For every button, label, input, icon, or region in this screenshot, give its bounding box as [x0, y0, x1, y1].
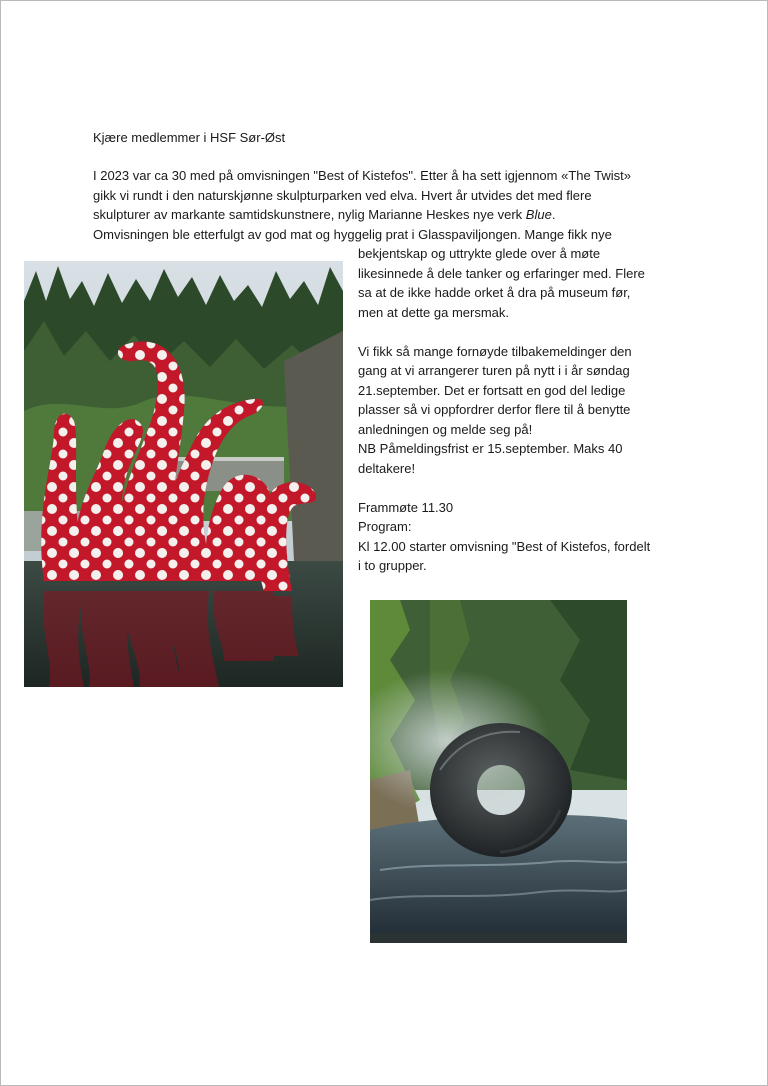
meeting-time-line: Frammøte 11.30 — [358, 499, 454, 515]
deadline-line: NB Påmeldingsfrist er 15.september. Maks 40 — [358, 441, 623, 456]
intro-paragraph — [93, 166, 683, 244]
program-line: i to grupper. — [358, 558, 427, 573]
column-line: likesinnede å dele tanker og erfaringer med. Flere — [358, 265, 645, 281]
column-line: bekjentskap og uttrykte glede over å møte — [358, 246, 601, 261]
ring-sculpture-image — [370, 600, 627, 943]
program-line: Kl 12.00 starter omvisning "Best of Kistefos, fordelt — [358, 538, 651, 554]
intro-line-text: skulpturer av markante samtidskunstnere, nylig Marianne Heskes nye verk — [93, 207, 526, 222]
column-line: sa at de ikke hadde orket å dra på museum før, — [358, 285, 631, 300]
intro-line-suffix: . — [551, 207, 556, 222]
program-heading: Program: — [358, 519, 412, 534]
greeting: Kjære medlemmer i HSF Sør-Øst — [93, 130, 286, 145]
column-line: deltakere! — [358, 460, 416, 476]
intro-line: I 2023 var ca 30 med på omvisningen "Best of Kistefos". Etter å ha sett igjennom «The Twist» — [93, 168, 631, 183]
ring-sculpture-photo — [370, 600, 627, 943]
paragraph-gap — [358, 478, 688, 498]
column-line: 21.september. Det er fortsatt en god del ledige — [358, 382, 626, 398]
column-line: anledningen og melde seg på! — [358, 421, 533, 437]
artwork-title-blue: Blue — [525, 207, 552, 222]
tentacle-sculpture-image — [24, 261, 343, 687]
column-line: gang at vi arrangerer turen på nytt i i år søndag — [358, 363, 630, 378]
intro-line: Omvisningen ble etterfulgt av god mat og hyggelig prat i Glasspaviljongen. Mange fikk nye — [93, 226, 612, 242]
column-line: plasser så vi oppfordrer derfor flere til å benytte — [358, 402, 631, 417]
column-line: men at dette ga mersmak. — [358, 304, 510, 320]
intro-line — [93, 205, 683, 225]
right-column-text — [358, 244, 688, 576]
column-line: Vi fikk så mange fornøyde tilbakemeldinger den — [358, 343, 632, 359]
tentacle-sculpture-photo — [24, 261, 343, 687]
paragraph-gap — [358, 322, 688, 342]
intro-line: gikk vi rundt i den naturskjønne skulpturparken ved elva. Hvert år utvides det med flere — [93, 187, 592, 203]
